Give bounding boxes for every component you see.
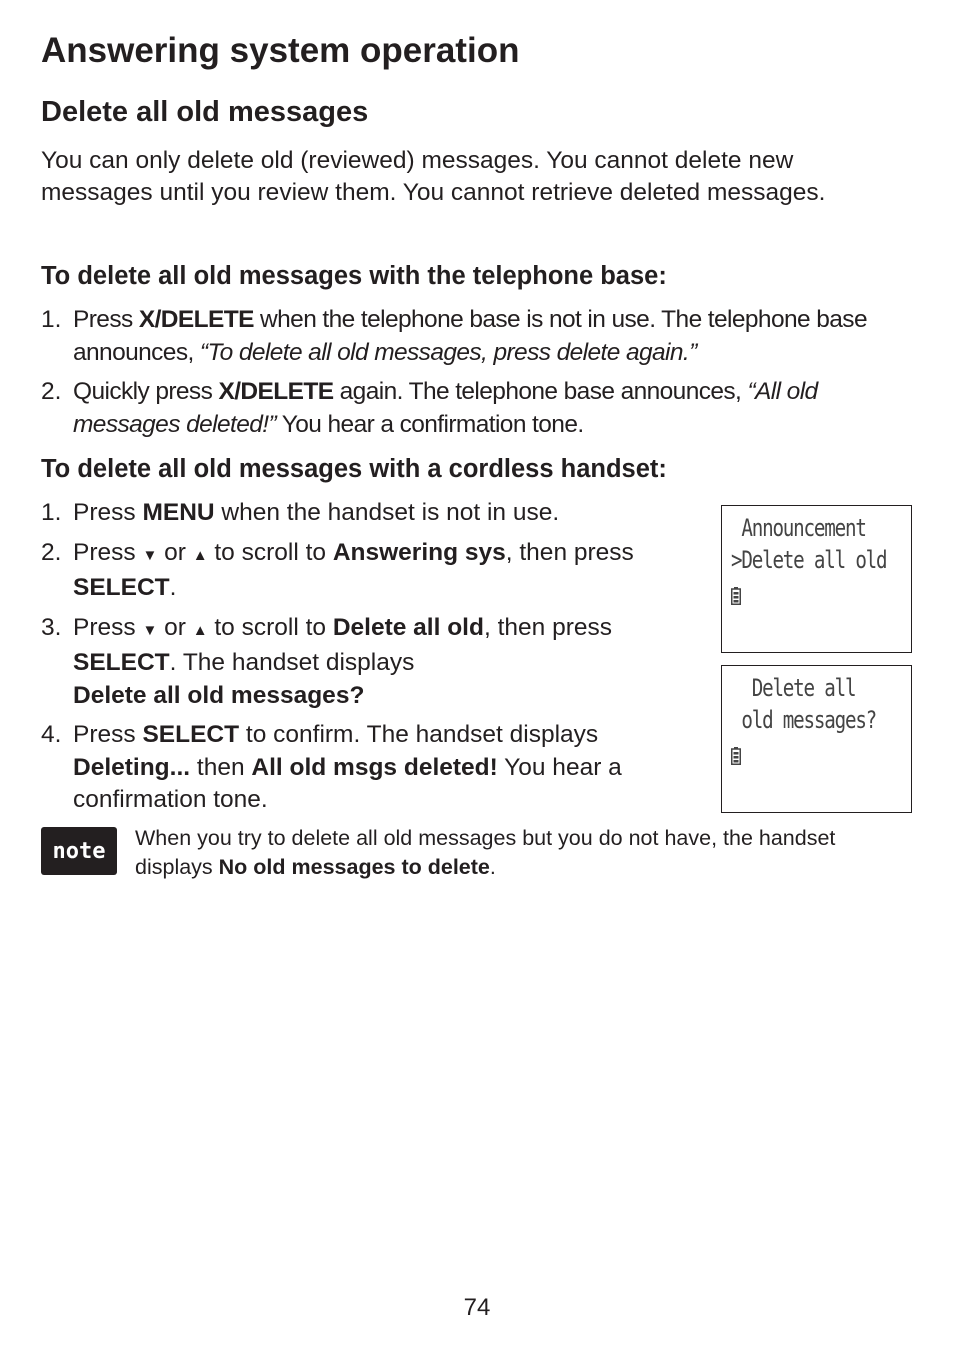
step-text: Press — [73, 306, 139, 333]
step-number: 1. — [41, 306, 62, 333]
handset-screen-menu — [721, 505, 912, 653]
step-text: when the telephone base is not in use. The telephone base announces, — [73, 306, 867, 366]
step-text: to scroll to — [207, 538, 333, 566]
key-name: X/DELETE — [138, 306, 254, 333]
key-name: X/DELETE — [218, 378, 334, 405]
note-text-part: . — [489, 855, 496, 879]
step-text: Press — [73, 538, 143, 566]
menu-option: Delete all old — [332, 613, 484, 641]
battery-icon — [731, 747, 741, 765]
up-arrow-icon: ▲ — [192, 546, 208, 564]
step-text: . — [169, 574, 177, 601]
note-text-part: When you try to delete all old messages but you do not have, the handset displays — [135, 826, 836, 879]
note-text — [135, 824, 895, 882]
list-item — [41, 304, 891, 369]
up-arrow-icon: ▲ — [192, 621, 208, 639]
announcement-quote: “To delete all old messages, press delete again.” — [199, 338, 697, 366]
display-message: Deleting... — [73, 753, 191, 781]
list-item — [41, 537, 681, 605]
note-badge: note — [41, 827, 117, 875]
step-text: You hear a confirmation tone. — [276, 410, 584, 438]
screen-line-2: old messages? — [731, 706, 877, 734]
battery-icon — [731, 587, 741, 605]
step-text: when the handset is not in use. — [214, 499, 560, 526]
handset-steps-heading: To delete all old messages with a cordless handset: — [41, 455, 667, 483]
step-text: Press — [73, 499, 143, 526]
step-text: Press — [73, 721, 143, 748]
display-message: Delete all old messages? — [73, 681, 365, 709]
step-text: again. The telephone base announces, — [333, 378, 748, 405]
base-steps-list — [41, 304, 891, 448]
step-number: 3. — [41, 613, 62, 641]
step-text: . The handset displays — [169, 649, 415, 676]
step-number: 2. — [41, 378, 62, 405]
step-text: then — [190, 753, 252, 781]
step-text: Quickly press — [73, 378, 219, 405]
announcement-quote: “All old messages deleted!” — [73, 378, 818, 438]
display-message: No old messages to delete — [218, 855, 490, 879]
handset-steps-list — [41, 497, 681, 824]
key-name: SELECT — [142, 721, 240, 748]
step-number: 2. — [41, 538, 62, 566]
section-title: Delete all old messages — [41, 96, 369, 128]
step-text: to scroll to — [207, 613, 333, 641]
step-text: or — [157, 538, 193, 566]
step-number: 1. — [41, 499, 62, 526]
step-number: 4. — [41, 721, 62, 748]
step-text: to confirm. The handset displays — [239, 721, 599, 748]
page-title: Answering system operation — [41, 31, 520, 70]
list-item — [41, 612, 681, 713]
intro-paragraph: You can only delete old (reviewed) messages. You cannot delete new messages until you review them. You cannot retrieve deleted messages. — [41, 147, 826, 206]
down-arrow-icon: ▼ — [142, 546, 158, 564]
step-text: , then press — [505, 538, 634, 566]
key-name: MENU — [142, 499, 215, 526]
step-text: You hear a confirmation tone. — [73, 753, 622, 813]
step-text: or — [157, 613, 193, 641]
key-name: SELECT — [73, 574, 170, 601]
list-item — [41, 376, 891, 441]
down-arrow-icon: ▼ — [142, 621, 158, 639]
step-text: , then press — [483, 613, 612, 641]
display-message: All old msgs deleted! — [251, 753, 498, 781]
list-item — [41, 497, 681, 530]
list-item — [41, 719, 681, 817]
step-text: Press — [73, 613, 143, 641]
menu-option: Answering sys — [332, 538, 506, 566]
screen-line-1: Delete all — [731, 674, 856, 702]
screen-line-2: >Delete all old — [731, 546, 887, 574]
key-name: SELECT — [73, 649, 170, 676]
base-steps-heading: To delete all old messages with the telephone base: — [41, 262, 667, 290]
handset-screen-confirm — [721, 665, 912, 813]
page-number: 74 — [463, 1294, 491, 1321]
screen-line-1: Announcement — [731, 514, 866, 542]
